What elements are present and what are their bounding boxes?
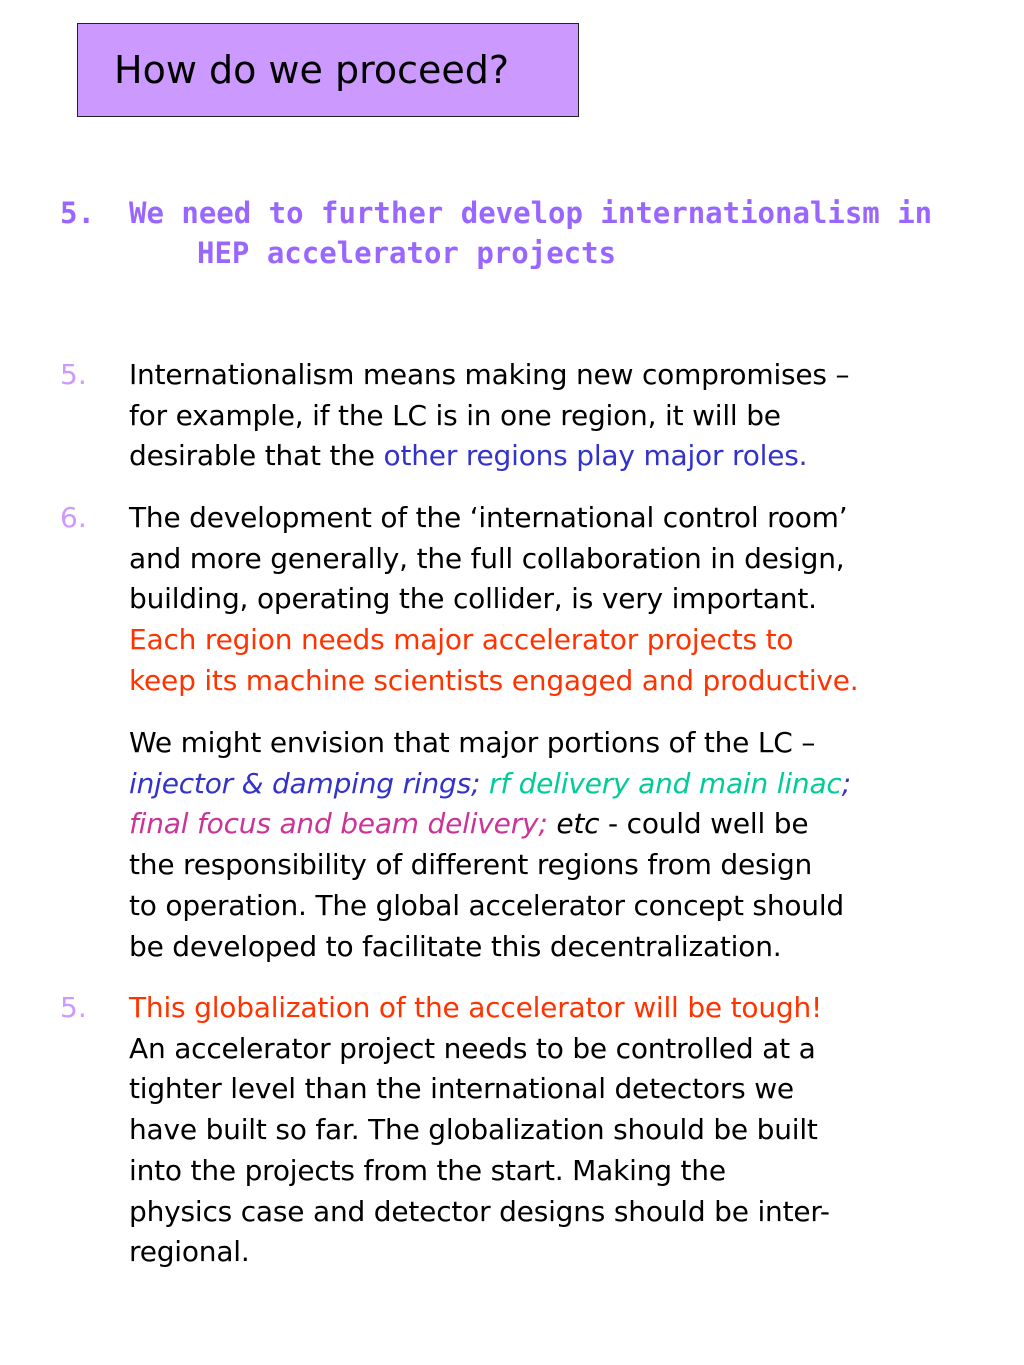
list-item-line: physics case and detector designs should be inter-: [129, 1194, 830, 1228]
heading-line-2: HEP accelerator projects: [197, 236, 617, 270]
highlight-text: other regions play major roles.: [383, 439, 808, 473]
list-item-line: building, operating the collider, is very important.: [129, 582, 817, 616]
list-item-line: [129, 436, 989, 477]
highlight-text: keep its machine scientists engaged and productive.: [129, 663, 859, 697]
list-item-number: 5.: [60, 358, 87, 391]
injector-text: injector & damping rings: [129, 766, 471, 800]
list-item-line: regional.: [129, 1235, 250, 1269]
highlight-text: Each region needs major accelerator projects to: [129, 623, 794, 657]
list-item-line: An accelerator project needs to be controlled at a: [129, 1031, 816, 1065]
rf-text: rf delivery and main linac: [488, 766, 842, 800]
etc-text: etc: [547, 807, 600, 841]
list-item-line: have built so far. The globalization should be built: [129, 1113, 818, 1147]
list-item-text: desirable that the: [129, 439, 384, 473]
list-item-line: to operation. The global accelerator concept should: [129, 888, 844, 922]
list-item-line: be developed to facilitate this decentralization.: [129, 929, 782, 963]
page-title: How do we proceed?: [114, 48, 510, 92]
separator-text: ;: [841, 766, 851, 800]
list-item-line: for example, if the LC is in one region, it will be: [129, 398, 781, 432]
list-item-line: Internationalism means making new compromises –: [129, 358, 850, 391]
list-item-text: - could well be: [599, 807, 809, 841]
list-item-line: [129, 764, 989, 805]
list-item: [129, 498, 989, 702]
list-item-number: 5.: [60, 991, 87, 1024]
final-focus-text: final focus and beam delivery;: [129, 807, 548, 841]
list-item-line: [129, 804, 989, 845]
list-item-line: into the projects from the start. Making the: [129, 1153, 726, 1187]
list-item: [129, 355, 989, 477]
list-item: [129, 723, 989, 967]
list-item-line: the responsibility of different regions from design: [129, 848, 813, 882]
heading-number: 5.: [60, 196, 95, 230]
list-item-line: and more generally, the full collaboration in design,: [129, 541, 845, 575]
heading-line-1: We need to further develop internationalism in: [129, 196, 933, 230]
heading-text: [129, 193, 989, 273]
title-box: [77, 23, 579, 117]
list-item-line: tighter level than the international detectors we: [129, 1072, 794, 1106]
separator-text: ;: [470, 766, 489, 800]
list-item-line: The development of the ‘international control room’: [129, 501, 848, 534]
list-item-number: 6.: [60, 501, 87, 534]
list-item: [129, 988, 989, 1273]
list-item-line: We might envision that major portions of the LC –: [129, 726, 816, 759]
highlight-text: This globalization of the accelerator will be tough!: [129, 991, 823, 1024]
